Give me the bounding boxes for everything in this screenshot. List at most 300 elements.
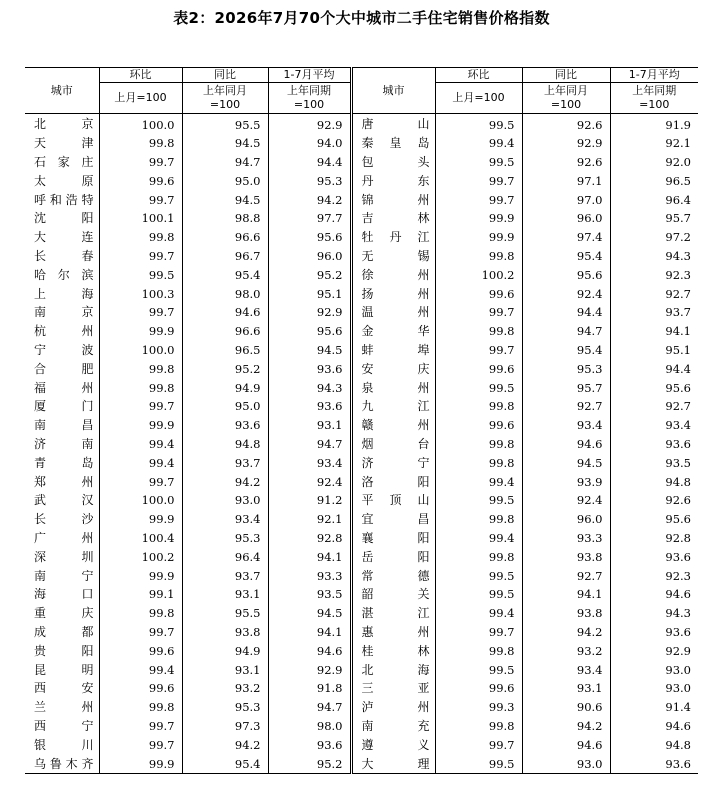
- right-yoy-cell: 93.8: [522, 604, 610, 623]
- left-city-cell: 南 昌: [34, 418, 94, 433]
- left-yoy-cell: 94.7: [182, 153, 268, 172]
- left-city-cell: 济 南: [34, 437, 94, 452]
- left-avg-cell: 94.3: [268, 379, 351, 398]
- right-mom-cell: 99.4: [435, 473, 522, 492]
- right-city-cell: 惠 州: [351, 623, 435, 642]
- left-mom-cell: 99.5: [99, 266, 182, 285]
- table-row: [25, 266, 698, 285]
- right-avg-cell: 96.5: [610, 172, 698, 191]
- right-avg-cell: 92.7: [610, 397, 698, 416]
- right-avg-cell: 93.6: [610, 435, 698, 454]
- right-mom-cell: 99.4: [435, 134, 522, 153]
- right-mom-cell: 99.8: [435, 435, 522, 454]
- left-avg-cell: 94.7: [268, 435, 351, 454]
- right-city-cell: 蚌 埠: [351, 341, 435, 360]
- left-avg-cell: 92.9: [268, 113, 351, 134]
- right-yoy-cell: 95.6: [522, 266, 610, 285]
- right-yoy-cell: 92.6: [522, 153, 610, 172]
- table-row: [25, 341, 698, 360]
- table-row: [25, 435, 698, 454]
- left-avg-cell: 95.6: [268, 228, 351, 247]
- left-yoy-cell: 95.3: [182, 529, 268, 548]
- right-avg-cell: 94.3: [610, 604, 698, 623]
- table-row: [25, 134, 698, 153]
- right-yoy-cell: 95.3: [522, 360, 610, 379]
- right-yoy-cell: 94.5: [522, 454, 610, 473]
- left-avg-cell: 92.9: [268, 303, 351, 322]
- right-mom-cell: 99.4: [435, 604, 522, 623]
- right-avg-cell: 93.4: [610, 416, 698, 435]
- left-city-cell: 深 圳: [34, 549, 94, 564]
- right-avg-cell: 93.0: [610, 679, 698, 698]
- left-avg-cell: 93.1: [268, 416, 351, 435]
- right-avg-cell: 95.1: [610, 341, 698, 360]
- header-yoy-right: 同比: [522, 68, 610, 83]
- left-mom-cell: 99.9: [99, 755, 182, 774]
- header-avg-right: 1-7月平均: [610, 68, 698, 83]
- right-avg-cell: 94.6: [610, 585, 698, 604]
- left-yoy-cell: 96.6: [182, 322, 268, 341]
- right-yoy-cell: 94.2: [522, 717, 610, 736]
- left-mom-cell: 100.1: [99, 209, 182, 228]
- table-row: [25, 623, 698, 642]
- left-avg-cell: 92.1: [268, 510, 351, 529]
- right-avg-cell: 91.4: [610, 698, 698, 717]
- left-city-cell: 合 肥: [34, 361, 94, 376]
- right-yoy-cell: 93.3: [522, 529, 610, 548]
- table-row: [25, 736, 698, 755]
- left-yoy-cell: 93.7: [182, 454, 268, 473]
- right-mom-cell: 99.5: [435, 567, 522, 586]
- left-avg-cell: 94.0: [268, 134, 351, 153]
- right-avg-cell: 92.6: [610, 491, 698, 510]
- left-mom-cell: 100.3: [99, 285, 182, 304]
- left-yoy-cell: 94.6: [182, 303, 268, 322]
- header-row-top: [25, 68, 698, 83]
- left-yoy-cell: 94.2: [182, 736, 268, 755]
- left-city-cell: 南 宁: [34, 568, 94, 583]
- right-city-cell: 平顶山: [351, 491, 435, 510]
- right-city-cell: 烟 台: [351, 435, 435, 454]
- right-city-cell: 丹 东: [351, 172, 435, 191]
- left-city-cell: 太 原: [34, 173, 94, 188]
- right-mom-cell: 99.5: [435, 585, 522, 604]
- right-yoy-cell: 92.9: [522, 134, 610, 153]
- table-row: [25, 698, 698, 717]
- right-city-cell: 徐 州: [351, 266, 435, 285]
- right-city-cell: 济 宁: [351, 454, 435, 473]
- right-avg-cell: 94.6: [610, 717, 698, 736]
- left-city-cell: 石家庄: [34, 155, 94, 170]
- right-avg-cell: 96.4: [610, 191, 698, 210]
- right-mom-cell: 99.7: [435, 303, 522, 322]
- right-avg-cell: 93.6: [610, 623, 698, 642]
- right-avg-cell: 94.3: [610, 247, 698, 266]
- left-avg-cell: 95.3: [268, 172, 351, 191]
- right-yoy-cell: 95.7: [522, 379, 610, 398]
- left-city-cell: 昆 明: [34, 662, 94, 677]
- right-yoy-cell: 94.7: [522, 322, 610, 341]
- left-mom-cell: 100.2: [99, 548, 182, 567]
- left-city-cell: 西 宁: [34, 719, 94, 733]
- right-yoy-cell: 92.7: [522, 397, 610, 416]
- left-avg-cell: 94.5: [268, 604, 351, 623]
- left-yoy-cell: 94.8: [182, 435, 268, 454]
- right-city-cell: 包 头: [351, 153, 435, 172]
- left-mom-cell: 99.8: [99, 698, 182, 717]
- left-yoy-cell: 95.3: [182, 698, 268, 717]
- left-avg-cell: 94.7: [268, 698, 351, 717]
- header-mom-sub-left: 上月=100: [99, 82, 182, 113]
- table-row: [25, 113, 698, 134]
- right-city-cell: 牡丹江: [351, 228, 435, 247]
- left-mom-cell: 99.1: [99, 585, 182, 604]
- right-city-cell: 常 德: [351, 567, 435, 586]
- table-row: [25, 360, 698, 379]
- left-city-cell: 厦 门: [34, 399, 94, 414]
- table-body: [25, 113, 698, 774]
- right-city-cell: 桂 林: [351, 642, 435, 661]
- left-yoy-cell: 95.4: [182, 266, 268, 285]
- right-yoy-cell: 93.1: [522, 679, 610, 698]
- left-city-cell: 西 安: [34, 681, 94, 696]
- left-mom-cell: 99.8: [99, 360, 182, 379]
- right-city-cell: 赣 州: [351, 416, 435, 435]
- left-yoy-cell: 98.0: [182, 285, 268, 304]
- right-mom-cell: 99.6: [435, 285, 522, 304]
- left-avg-cell: 93.5: [268, 585, 351, 604]
- header-yoy-sub-right: 上年同月=100: [522, 82, 610, 113]
- right-city-cell: 宜 昌: [351, 510, 435, 529]
- left-city-cell: 郑 州: [34, 474, 94, 489]
- right-city-cell: 无 锡: [351, 247, 435, 266]
- left-city-cell: 福 州: [34, 380, 94, 395]
- left-mom-cell: 99.7: [99, 736, 182, 755]
- right-mom-cell: 99.7: [435, 736, 522, 755]
- right-avg-cell: 95.7: [610, 209, 698, 228]
- left-mom-cell: 99.9: [99, 416, 182, 435]
- right-yoy-cell: 94.6: [522, 435, 610, 454]
- right-mom-cell: 99.7: [435, 341, 522, 360]
- left-mom-cell: 99.6: [99, 642, 182, 661]
- left-avg-cell: 94.6: [268, 642, 351, 661]
- right-city-cell: 北 海: [351, 661, 435, 680]
- left-avg-cell: 95.2: [268, 755, 351, 774]
- right-city-cell: 湛 江: [351, 604, 435, 623]
- right-yoy-cell: 96.0: [522, 209, 610, 228]
- right-mom-cell: 99.8: [435, 397, 522, 416]
- left-avg-cell: 92.4: [268, 473, 351, 492]
- left-avg-cell: 94.2: [268, 191, 351, 210]
- header-avg-sub-left: 上年同期=100: [268, 82, 351, 113]
- left-yoy-cell: 95.0: [182, 397, 268, 416]
- right-avg-cell: 94.4: [610, 360, 698, 379]
- left-city-cell: 大 连: [34, 230, 94, 245]
- right-yoy-cell: 97.1: [522, 172, 610, 191]
- right-mom-cell: 99.8: [435, 510, 522, 529]
- right-mom-cell: 99.7: [435, 172, 522, 191]
- left-city-cell: 南 京: [34, 305, 94, 320]
- table-row: [25, 285, 698, 304]
- right-mom-cell: 99.5: [435, 113, 522, 134]
- left-city-cell: 北 京: [34, 116, 94, 131]
- left-yoy-cell: 93.4: [182, 510, 268, 529]
- right-mom-cell: 99.5: [435, 661, 522, 680]
- left-yoy-cell: 93.1: [182, 585, 268, 604]
- left-mom-cell: 99.4: [99, 454, 182, 473]
- right-yoy-cell: 92.4: [522, 491, 610, 510]
- table-row: [25, 755, 698, 774]
- right-city-cell: 大 理: [351, 755, 435, 774]
- left-city-cell: 银 川: [34, 737, 94, 752]
- right-yoy-cell: 94.1: [522, 585, 610, 604]
- left-city-cell: 成 都: [34, 625, 94, 640]
- left-mom-cell: 99.6: [99, 679, 182, 698]
- right-avg-cell: 91.9: [610, 113, 698, 134]
- right-mom-cell: 99.7: [435, 191, 522, 210]
- right-mom-cell: 99.6: [435, 416, 522, 435]
- right-mom-cell: 99.7: [435, 623, 522, 642]
- table-row: [25, 416, 698, 435]
- left-city-cell: 天 津: [34, 136, 94, 151]
- left-yoy-cell: 94.2: [182, 473, 268, 492]
- right-avg-cell: 93.7: [610, 303, 698, 322]
- table-row: [25, 454, 698, 473]
- left-city-cell: 青 岛: [34, 455, 94, 470]
- left-city-cell: 杭 州: [34, 324, 94, 339]
- right-yoy-cell: 97.4: [522, 228, 610, 247]
- table-row: [25, 567, 698, 586]
- right-avg-cell: 94.8: [610, 736, 698, 755]
- table-title: 表2：2026年7月70个大中城市二手住宅销售价格指数: [173, 9, 550, 27]
- right-city-cell: 九 江: [351, 397, 435, 416]
- table-row: [25, 510, 698, 529]
- left-mom-cell: 99.9: [99, 322, 182, 341]
- left-mom-cell: 99.8: [99, 134, 182, 153]
- table-row: [25, 172, 698, 191]
- left-mom-cell: 99.4: [99, 435, 182, 454]
- left-yoy-cell: 98.8: [182, 209, 268, 228]
- header-mom-sub-right: 上月=100: [435, 82, 522, 113]
- left-avg-cell: 93.4: [268, 454, 351, 473]
- header-avg-left: 1-7月平均: [268, 68, 351, 83]
- left-mom-cell: 99.7: [99, 153, 182, 172]
- right-city-cell: 金 华: [351, 322, 435, 341]
- right-avg-cell: 97.2: [610, 228, 698, 247]
- left-mom-cell: 99.7: [99, 303, 182, 322]
- header-yoy-left: 同比: [182, 68, 268, 83]
- left-yoy-cell: 95.4: [182, 755, 268, 774]
- left-avg-cell: 93.6: [268, 397, 351, 416]
- left-yoy-cell: 96.7: [182, 247, 268, 266]
- left-avg-cell: 96.0: [268, 247, 351, 266]
- left-avg-cell: 95.1: [268, 285, 351, 304]
- table-row: [25, 679, 698, 698]
- left-avg-cell: 93.6: [268, 360, 351, 379]
- left-city-cell: 重 庆: [34, 606, 94, 621]
- right-yoy-cell: 93.9: [522, 473, 610, 492]
- left-city-cell: 贵 阳: [34, 643, 94, 658]
- left-city-cell: 上 海: [34, 286, 94, 301]
- right-avg-cell: 92.3: [610, 567, 698, 586]
- right-yoy-cell: 90.6: [522, 698, 610, 717]
- left-yoy-cell: 94.5: [182, 134, 268, 153]
- left-avg-cell: 94.1: [268, 623, 351, 642]
- left-yoy-cell: 93.0: [182, 491, 268, 510]
- right-city-cell: 吉 林: [351, 209, 435, 228]
- left-yoy-cell: 96.4: [182, 548, 268, 567]
- left-city-cell: 长 沙: [34, 512, 94, 527]
- left-mom-cell: 99.7: [99, 397, 182, 416]
- right-avg-cell: 94.8: [610, 473, 698, 492]
- table-row: [25, 209, 698, 228]
- table-row: [25, 604, 698, 623]
- right-mom-cell: 99.8: [435, 642, 522, 661]
- left-yoy-cell: 93.2: [182, 679, 268, 698]
- right-yoy-cell: 95.4: [522, 247, 610, 266]
- right-yoy-cell: 97.0: [522, 191, 610, 210]
- table-row: [25, 717, 698, 736]
- left-mom-cell: 99.7: [99, 191, 182, 210]
- right-avg-cell: 93.0: [610, 661, 698, 680]
- left-mom-cell: 100.4: [99, 529, 182, 548]
- left-yoy-cell: 95.5: [182, 604, 268, 623]
- left-yoy-cell: 94.9: [182, 379, 268, 398]
- left-mom-cell: 100.0: [99, 341, 182, 360]
- right-avg-cell: 94.1: [610, 322, 698, 341]
- left-city-cell: 海 口: [34, 587, 94, 602]
- right-avg-cell: 93.6: [610, 755, 698, 774]
- left-mom-cell: 99.4: [99, 661, 182, 680]
- right-mom-cell: 99.8: [435, 548, 522, 567]
- right-mom-cell: 99.6: [435, 679, 522, 698]
- right-mom-cell: 99.4: [435, 529, 522, 548]
- right-mom-cell: 99.8: [435, 322, 522, 341]
- left-yoy-cell: 95.2: [182, 360, 268, 379]
- table-row: [25, 153, 698, 172]
- left-avg-cell: 94.5: [268, 341, 351, 360]
- table-row: [25, 397, 698, 416]
- left-city-cell: 哈尔滨: [34, 267, 94, 282]
- right-avg-cell: 92.1: [610, 134, 698, 153]
- left-yoy-cell: 93.7: [182, 567, 268, 586]
- right-mom-cell: 99.8: [435, 247, 522, 266]
- header-city-right: 城市: [351, 68, 435, 114]
- left-avg-cell: 92.9: [268, 661, 351, 680]
- right-yoy-cell: 94.4: [522, 303, 610, 322]
- left-avg-cell: 95.6: [268, 322, 351, 341]
- table-row: [25, 228, 698, 247]
- table-row: [25, 642, 698, 661]
- left-yoy-cell: 95.0: [182, 172, 268, 191]
- left-mom-cell: 99.8: [99, 604, 182, 623]
- table-row: [25, 491, 698, 510]
- right-avg-cell: 92.0: [610, 153, 698, 172]
- left-yoy-cell: 93.8: [182, 623, 268, 642]
- table-row: [25, 473, 698, 492]
- left-city-cell: 长 春: [34, 249, 94, 264]
- right-avg-cell: 95.6: [610, 510, 698, 529]
- right-mom-cell: 99.5: [435, 379, 522, 398]
- table-row: [25, 661, 698, 680]
- right-mom-cell: 99.5: [435, 491, 522, 510]
- right-yoy-cell: 94.2: [522, 623, 610, 642]
- left-city-cell: 武 汉: [34, 493, 94, 508]
- right-yoy-cell: 93.4: [522, 661, 610, 680]
- left-city-cell: 乌鲁木齐: [25, 755, 99, 774]
- table-row: [25, 303, 698, 322]
- right-city-cell: 三 亚: [351, 679, 435, 698]
- header-city-left: 城市: [25, 68, 99, 114]
- right-city-cell: 南 充: [351, 717, 435, 736]
- right-yoy-cell: 96.0: [522, 510, 610, 529]
- right-yoy-cell: 93.4: [522, 416, 610, 435]
- left-mom-cell: 99.7: [99, 247, 182, 266]
- header-avg-sub-right: 上年同期=100: [610, 82, 698, 113]
- right-city-cell: 遵 义: [351, 736, 435, 755]
- left-avg-cell: 94.4: [268, 153, 351, 172]
- left-city-cell: 兰 州: [34, 700, 94, 715]
- right-city-cell: 洛 阳: [351, 473, 435, 492]
- right-city-cell: 锦 州: [351, 191, 435, 210]
- right-yoy-cell: 93.0: [522, 755, 610, 774]
- right-mom-cell: 99.8: [435, 454, 522, 473]
- left-avg-cell: 94.1: [268, 548, 351, 567]
- left-avg-cell: 93.6: [268, 736, 351, 755]
- right-avg-cell: 92.7: [610, 285, 698, 304]
- left-yoy-cell: 97.3: [182, 717, 268, 736]
- left-mom-cell: 99.9: [99, 510, 182, 529]
- right-yoy-cell: 94.6: [522, 736, 610, 755]
- right-city-cell: 温 州: [351, 303, 435, 322]
- right-city-cell: 韶 关: [351, 585, 435, 604]
- left-yoy-cell: 93.1: [182, 661, 268, 680]
- right-city-cell: 岳 阳: [351, 548, 435, 567]
- left-yoy-cell: 94.9: [182, 642, 268, 661]
- right-yoy-cell: 93.2: [522, 642, 610, 661]
- table-row: [25, 548, 698, 567]
- left-city-cell: 广 州: [34, 531, 94, 546]
- header-mom-left: 环比: [99, 68, 182, 83]
- left-mom-cell: 99.6: [99, 172, 182, 191]
- right-mom-cell: 99.3: [435, 698, 522, 717]
- table-row: [25, 585, 698, 604]
- left-city-cell: 呼和浩特: [34, 192, 94, 207]
- header-mom-right: 环比: [435, 68, 522, 83]
- left-city-cell: 宁 波: [34, 343, 94, 358]
- left-mom-cell: 99.8: [99, 379, 182, 398]
- table-row: [25, 191, 698, 210]
- right-avg-cell: 92.3: [610, 266, 698, 285]
- right-yoy-cell: 93.8: [522, 548, 610, 567]
- right-avg-cell: 92.8: [610, 529, 698, 548]
- left-avg-cell: 92.8: [268, 529, 351, 548]
- right-city-cell: 唐 山: [351, 113, 435, 134]
- left-avg-cell: 98.0: [268, 717, 351, 736]
- table-row: [25, 322, 698, 341]
- left-mom-cell: 99.7: [99, 623, 182, 642]
- price-index-table: [25, 67, 698, 774]
- left-mom-cell: 99.8: [99, 228, 182, 247]
- right-mom-cell: 99.5: [435, 153, 522, 172]
- left-mom-cell: 100.0: [99, 113, 182, 134]
- left-yoy-cell: 96.6: [182, 228, 268, 247]
- right-city-cell: 秦皇岛: [351, 134, 435, 153]
- right-avg-cell: 93.5: [610, 454, 698, 473]
- right-mom-cell: 99.9: [435, 228, 522, 247]
- right-avg-cell: 95.6: [610, 379, 698, 398]
- left-mom-cell: 99.7: [99, 717, 182, 736]
